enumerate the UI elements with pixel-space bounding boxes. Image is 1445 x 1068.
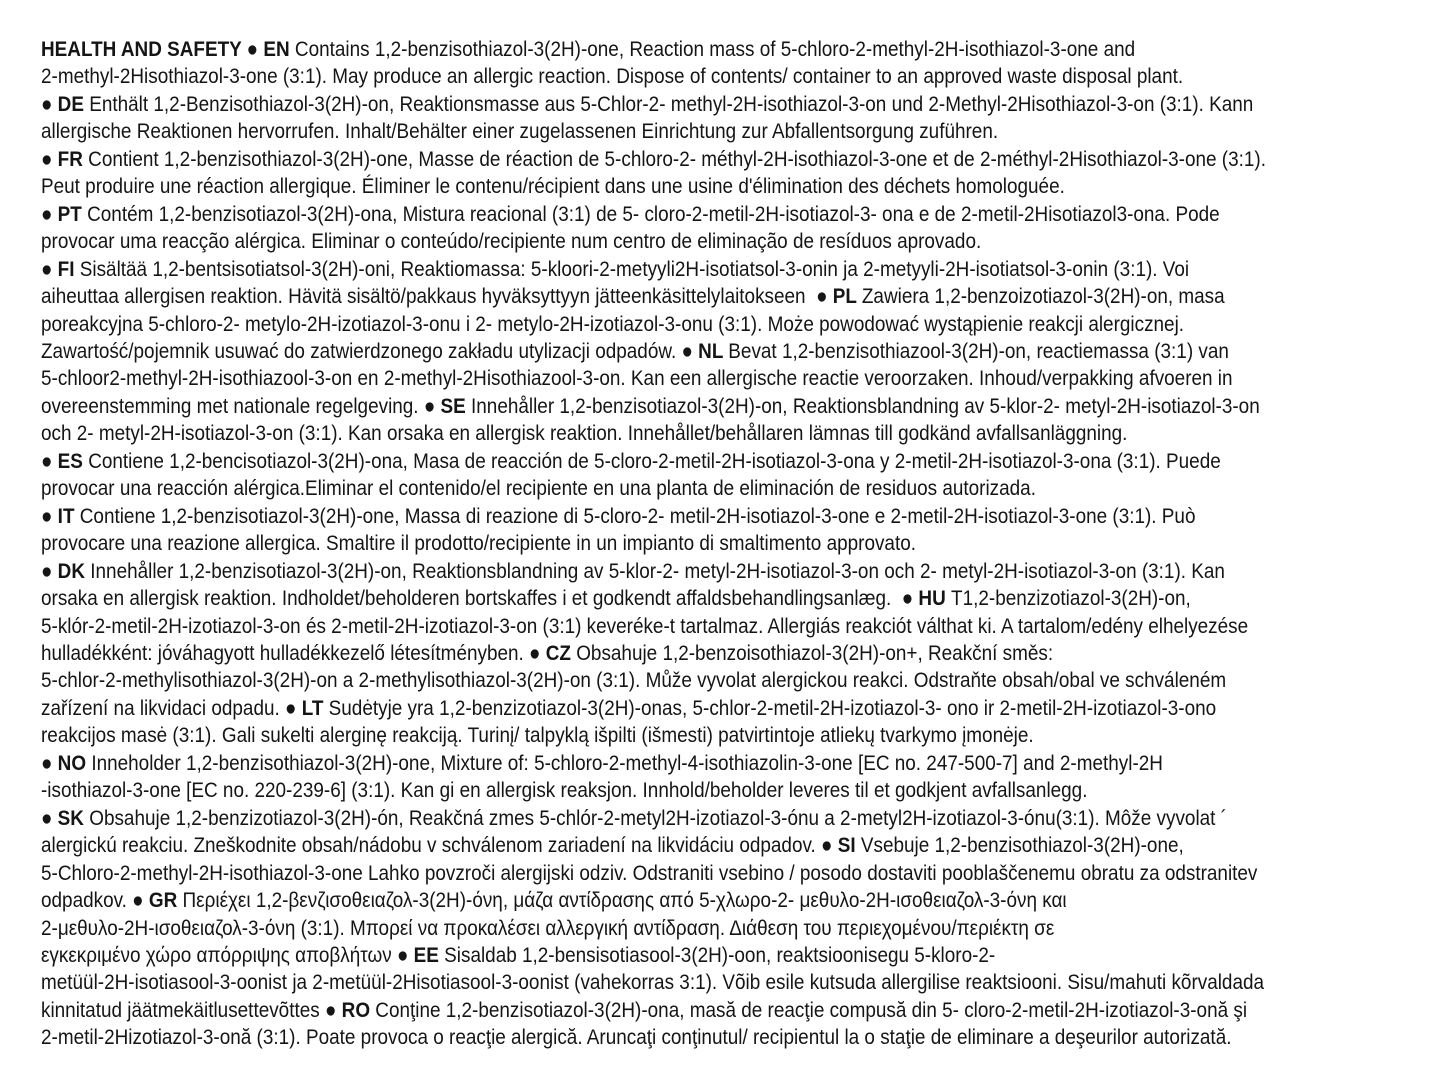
language-code-run: ● EE xyxy=(396,942,445,967)
text-line xyxy=(41,805,1430,832)
text-line xyxy=(41,695,1430,722)
language-code-run: ● LT xyxy=(285,695,329,720)
text-run: overeenstemming met nationale regelgeving. xyxy=(41,393,424,418)
text-line xyxy=(41,860,1430,887)
language-code-run: ● SE xyxy=(423,393,472,418)
text-run: 5-Chloro-2-methyl-2H-isothiazol-3-one Lahko povzroči alergijski odziv. Odstraniti vsebino / posodo dostaviti pooblaščenemu obratu za odstranitev xyxy=(41,860,1258,885)
language-code-run: ● PT xyxy=(41,201,88,226)
text-line xyxy=(41,420,1430,447)
text-line xyxy=(41,91,1430,118)
language-code-run: ● GR xyxy=(132,888,183,913)
text-run: Contains 1,2-benzisothiazol-3(2H)-one, Reaction mass of 5-chloro-2-methyl-2H-isothiazol-3-one and xyxy=(294,37,1136,61)
text-run: 5-chloor2-methyl-2H-isothiazool-3-on en 2-methyl-2Hisothiazool-3-on. Kan een allergische reactie veroorzaken. Inhoud/verpakking afvoeren in xyxy=(41,366,1233,391)
text-run: allergische Reaktionen hervorrufen. Inhalt/Behälter einer zugelassenen Einrichtung zur Abfallentsorgung zuführen. xyxy=(41,119,999,144)
language-code-run: ● DK xyxy=(41,558,91,583)
text-line xyxy=(41,667,1430,694)
text-line xyxy=(41,832,1430,859)
language-code-run: ● HU xyxy=(901,586,952,611)
health-safety-label xyxy=(41,36,1413,1052)
language-code-run: ● SI xyxy=(821,833,861,858)
text-line xyxy=(41,283,1430,310)
text-line xyxy=(41,777,1430,804)
text-line xyxy=(41,997,1430,1024)
text-run: Inneholder 1,2-benzisothiazol-3(2H)-one, Mixture of: 5-chloro-2-methyl-4-isothiazolin-3-one [EC no. 247-500-7] and 2-methyl-2H xyxy=(91,750,1163,775)
text-run: 2-methyl-2Hisothiazol-3-one (3:1). May produce an allergic reaction. Dispose of contents/ container to an approved waste disposal plant. xyxy=(41,64,1184,89)
text-run: Peut produire une réaction allergique. Éliminer le contenu/récipient dans une usine d'élimination des déchets homologuée. xyxy=(41,174,1065,199)
text-run: Obsahuje 1,2-benzizotiazol-3(2H)-ón, Reakčná zmes 5-chlór-2-metyl2H-izotiazol-3-ónu a 2-metyl2H-izotiazol-3-ónu(3:1). Môže vyvolat ´ xyxy=(89,805,1227,830)
text-line xyxy=(41,118,1430,145)
text-run: -isothiazol-3-one [EC no. 220-239-6] (3:1). Kan gi en allergisk reaksjon. Innhold/beholder leveres til et godkjent avfallsanlegg. xyxy=(41,778,1088,803)
text-line xyxy=(41,311,1430,338)
language-code-run: ● FI xyxy=(41,256,80,281)
text-run: Vsebuje 1,2-benzisothiazol-3(2H)-one, xyxy=(860,833,1184,858)
text-line xyxy=(41,36,1430,63)
text-run: provocar uma reacção alérgica. Eliminar o conteúdo/recipiente num centro de eliminação de resíduos aprovado. xyxy=(41,229,982,254)
text-run: T1,2-benzizotiazol-3(2H)-on, xyxy=(951,586,1191,611)
language-code-run: HEALTH AND SAFETY ● EN xyxy=(41,37,295,61)
text-run: hulladékként: jóváhagyott hulladékkezelő létesítményben. xyxy=(41,640,530,665)
text-run: 5-klór-2-metil-2H-izotiazol-3-on és 2-metil-2H-izotiazol-3-on (3:1) keveréke-t tartalmaz. Allergiás reakciót válthat ki. A tartalom/edény elhelyezése xyxy=(41,613,1249,638)
text-line xyxy=(41,503,1430,530)
language-code-run: ● PL xyxy=(816,284,862,309)
language-code-run: ● NL xyxy=(681,338,729,363)
language-code-run: ● DE xyxy=(41,91,90,116)
text-line xyxy=(41,585,1430,612)
text-run: och 2- metyl-2H-isotiazol-3-on (3:1). Kan orsaka en allergisk reaktion. Innehållet/behållaren lämnas till godkänd avfallsanläggning. xyxy=(41,421,1128,446)
text-run: kinnitatud jäätmekäitlusettevõttes xyxy=(41,997,325,1022)
text-line xyxy=(41,146,1430,173)
text-line xyxy=(41,201,1430,228)
text-line xyxy=(41,228,1430,255)
text-run: Contiene 1,2-benzisotiazol-3(2H)-one, Massa di reazione di 5-cloro-2- metil-2H-isotiazol-3-one e 2-metil-2H-isotiazol-3-one (3:1). Può xyxy=(79,503,1196,528)
text-run: zařízení na likvidaci odpadu. xyxy=(41,695,286,720)
text-line xyxy=(41,475,1430,502)
text-run: alergickú reakciu. Zneškodnite obsah/nádobu v schválenom zariadení na likvidáciu odpadov. xyxy=(41,833,822,858)
text-run: odpadkov. xyxy=(41,888,133,913)
text-run: metüül-2H-isotiasool-3-oonist ja 2-metüül-2Hisotiasool-3-oonist (vahekorras 3:1). Võib esile kutsuda allergilise reaktsiooni. Sisu/mahuti kõrvaldada xyxy=(41,970,1265,995)
text-run: provocare una reazione allergica. Smaltire il prodotto/recipiente in un impianto di smaltimento approvato. xyxy=(41,531,916,556)
text-run: reakcijos masė (3:1). Gali sukelti alerginę reakciją. Turinį/ talpyklą išpilti (išmesti) patvirtintoje atliekų tvarkymo įmonėje. xyxy=(41,723,1034,748)
text-run: Bevat 1,2-benzisothiazool-3(2H)-on, reactiemassa (3:1) van xyxy=(728,338,1229,363)
text-run: aiheuttaa allergisen reaktion. Hävitä sisältö/pakkaus hyväksyttyyn jätteenkäsittelylaitokseen xyxy=(41,284,817,309)
text-line xyxy=(41,173,1430,200)
text-run: Zawartość/pojemnik usuwać do zatwierdzonego zakładu utylizacji odpadów. xyxy=(41,338,682,363)
label-text xyxy=(41,36,1430,1052)
text-line xyxy=(41,613,1430,640)
text-run: Sisaldab 1,2-bensisotiasool-3(2H)-oon, reaktsioonisegu 5-kloro-2- xyxy=(444,942,996,967)
text-run: Conţine 1,2-benzisotiazol-3(2H)-ona, masă de reacţie compusă din 5- cloro-2-metil-2H-izotiazol-3-onă şi xyxy=(375,997,1248,1022)
text-run: Contient 1,2-benzisothiazol-3(2H)-one, Masse de réaction de 5-chloro-2- méthyl-2H-isothiazol-3-one et de 2-méthyl-2Hisothiazol-3-one (3:1). xyxy=(88,146,1266,171)
language-code-run: ● ES xyxy=(41,448,89,473)
text-line xyxy=(41,750,1430,777)
text-run: Sisältää 1,2-bentsisotiatsol-3(2H)-oni, Reaktiomassa: 5-kloori-2-metyyli2H-isotiatsol-3-onin ja 2-metyyli-2H-isotiatsol-3-onin (3:1). Voi xyxy=(79,256,1190,281)
text-run: 5-chlor-2-methylisothiazol-3(2H)-on a 2-methylisothiazol-3(2H)-on (3:1). Může vyvolat alergickou reakci. Odstraňte obsah/obal ve schváleném xyxy=(41,668,1227,693)
text-line xyxy=(41,722,1430,749)
text-run: orsaka en allergisk reaktion. Indholdet/beholderen bortskaffes i et godkendt affaldsbehandlingsanlæg. xyxy=(41,586,902,611)
text-run: poreakcyjna 5-chloro-2- metylo-2H-izotiazol-3-onu i 2- metylo-2H-izotiazol-3-onu (3:1). Może powodować wystąpienie reakcji alergicznej. xyxy=(41,311,1185,336)
text-line xyxy=(41,969,1430,996)
language-code-run: ● NO xyxy=(41,750,92,775)
language-code-run: ● FR xyxy=(41,146,89,171)
text-line xyxy=(41,448,1430,475)
text-run: 2-metil-2Hizotiazol-3-onă (3:1). Poate provoca o reacţie alergică. Aruncaţi conţinutul/ recipientul la o staţie de eliminare a deşeurilor autorizată. xyxy=(41,1025,1232,1050)
text-line xyxy=(41,365,1430,392)
text-run: Innehåller 1,2-benzisotiazol-3(2H)-on, Reaktionsblandning av 5-klor-2- metyl-2H-isotiazol-3-on och 2- metyl-2H-isotiazol-3-on (3:1). Kan xyxy=(90,558,1225,583)
text-run: provocar una reacción alérgica.Eliminar el contenido/el recipiente en una planta de eliminación de residuos autorizada. xyxy=(41,476,1036,501)
text-line xyxy=(41,558,1430,585)
text-line xyxy=(41,942,1430,969)
text-run: 2-μεθυλο-2H-ισοθειαζολ-3-όνη (3:1). Μπορεί να προκαλέσει αλλεργική αντίδραση. Διάθεση του περιεχομένου/περιέκτη σε xyxy=(41,915,1055,940)
language-code-run: ● IT xyxy=(41,503,80,528)
text-line xyxy=(41,393,1430,420)
text-run: Enthält 1,2-Benzisothiazol-3(2H)-on, Reaktionsmasse aus 5-Chlor-2- methyl-2H-isothiazol-3-on und 2-Methyl-2Hisothiazol-3-on (3:1). Kann xyxy=(89,91,1254,116)
text-line xyxy=(41,640,1430,667)
language-code-run: ● RO xyxy=(324,997,376,1022)
language-code-run: ● SK xyxy=(41,805,90,830)
text-run: Obsahuje 1,2-benzoisothiazol-3(2H)-on+, Reakční směs: xyxy=(576,640,1054,665)
text-run: εγκεκριμένο χώρο απόρριψης αποβλήτων xyxy=(41,942,397,967)
text-run: Innehåller 1,2-benzisotiazol-3(2H)-on, Reaktionsblandning av 5-klor-2- metyl-2H-isotiazol-3-on xyxy=(471,393,1260,418)
text-run: Contiene 1,2-bencisotiazol-3(2H)-ona, Masa de reacción de 5-cloro-2-metil-2H-isotiazol-3-ona y 2-metil-2H-isotiazol-3-ona (3:1). Puede xyxy=(88,448,1221,473)
text-run: Contém 1,2-benzisotiazol-3(2H)-ona, Mistura reacional (3:1) de 5- cloro-2-metil-2H-isotiazol-3- ona e de 2-metil-2Hisotiazol3-ona. Pode xyxy=(87,201,1220,226)
text-line xyxy=(41,887,1430,914)
text-line xyxy=(41,530,1430,557)
text-line xyxy=(41,63,1430,90)
text-run: Περιέχει 1,2-βενζισοθειαζολ-3(2H)-όνη, μάζα αντίδρασης από 5-χλωρο-2- μεθυλο-2H-ισοθειαζολ-3-όνη και xyxy=(182,888,1067,913)
text-line xyxy=(41,1024,1430,1051)
text-run: Zawiera 1,2-benzoizotiazol-3(2H)-on, masa xyxy=(861,284,1225,309)
language-code-run: ● CZ xyxy=(529,640,577,665)
text-run: Sudėtyje yra 1,2-benzizotiazol-3(2H)-onas, 5-chlor-2-metil-2H-izotiazol-3- ono ir 2-metil-2H-izotiazol-3-ono xyxy=(328,695,1217,720)
text-line xyxy=(41,338,1430,365)
text-line xyxy=(41,915,1430,942)
text-line xyxy=(41,256,1430,283)
